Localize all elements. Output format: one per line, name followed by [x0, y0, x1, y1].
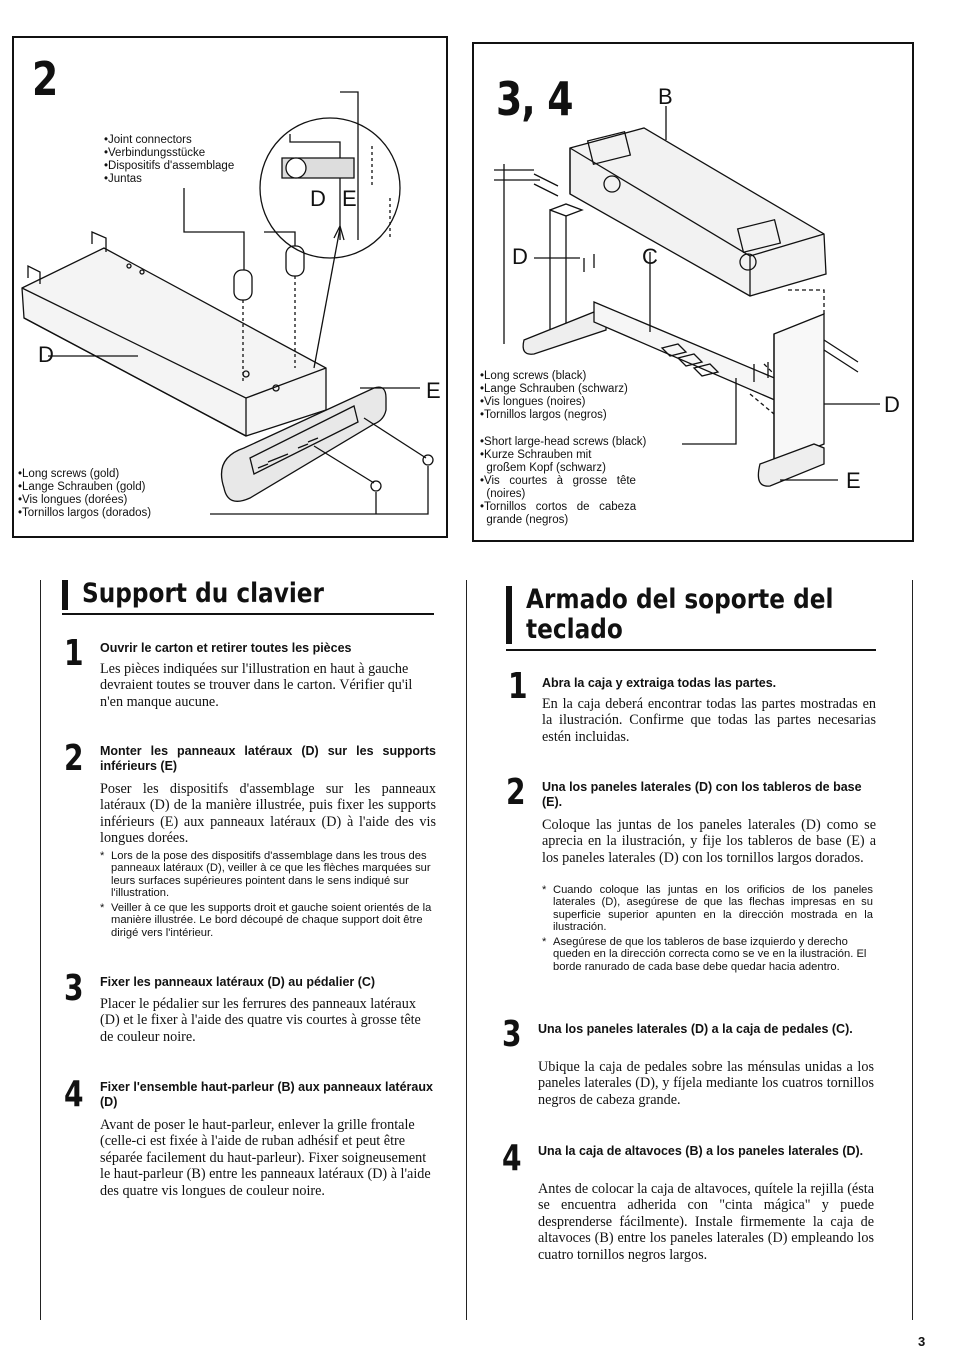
figure-3-4-frame	[472, 42, 914, 542]
zoom-letter-d: D	[310, 186, 326, 211]
spanish-step-1-body: En la caja deberá encontrar todas las partes mostradas en la ilustración. Confirme que todas las partes necesarias estén incluidas.	[542, 696, 876, 745]
spanish-step-4-body: Antes de colocar la caja de altavoces, quítele la rejilla (ésta se encuentra adherida con "cinta mágica" y puede desprenderse fácilmente). Instale firmemente la caja de altavoces (B) entre los paneles laterales (D) empleando los cuatro tornillos negros largos.	[538, 1181, 874, 1263]
spanish-step-4-heading: Una la caja de altavoces (B) a los paneles laterales (D).	[538, 1144, 864, 1158]
spanish-step-4-number: 4	[502, 1138, 522, 1179]
french-step-4-body: Avant de poser le haut-parleur, enlever la grille frontale (celle-ci est fixée à l'aide de ruban adhésif et peut être séparée facilement du haut-parleur). Fixer soigneusement le haut-parleur (B) entre les panneaux latéraux (D) à l'aide des quatre vis longues de couleur noire.	[100, 1117, 431, 1199]
spanish-step-3-body: Ubique la caja de pedales sobre las ménsulas unidas a los paneles laterales (D), y fíjela mediante los cuatros tornillos negros de cabeza grande.	[538, 1059, 874, 1108]
figure-2-frame	[12, 36, 448, 538]
french-step-1-body: Les pièces indiquées sur l'illustration en haut à gauche devraient toutes se trouver dans le carton. Vérifier qu'il n'en manque aucune.	[100, 661, 413, 710]
pedal-box-letter-c: C	[642, 244, 658, 269]
french-title-rule	[62, 613, 434, 615]
french-step-3-number: 3	[64, 968, 84, 1009]
french-step-2-note-2: * Veiller à ce que les supports droit et gauche soient orientés de la manière illustrée. Le bord découpé de chaque support doit être dirigé vers l'intérieur.	[100, 902, 433, 939]
spanish-step-3-heading: Una los paneles laterales (D) a la caja de pedales (C).	[538, 1022, 853, 1036]
center-column-rule	[466, 580, 467, 1320]
french-step-2-heading: Monter les panneaux latéraux (D) sur les supports inférieurs (E)	[100, 744, 436, 773]
long-screws-black-label: •Long screws (black) •Lange Schrauben (schwarz) •Vis longues (noires) •Tornillos largos (negros)	[480, 370, 628, 421]
right-column-rule	[912, 580, 913, 1320]
side-panel-letter-d: D	[38, 342, 54, 367]
french-step-3-body: Placer le pédalier sur les ferrures des panneaux latéraux (D) et le fixer à l'aide des quatre vis courtes à grosse tête de couleur noire.	[100, 996, 421, 1045]
french-section-title: Support du clavier	[82, 578, 325, 609]
spanish-title-bar	[506, 586, 512, 644]
spanish-step-2-note-2: * Asegúrese de que los tableros de base izquierdo y derecho queden en la dirección correcta como se ve en la ilustración. El borde ranurado de cada base debe quedar hacia adentro.	[542, 936, 873, 973]
zoom-letter-e: E	[342, 186, 357, 211]
page-number: 3	[918, 1334, 926, 1349]
french-step-2-number: 2	[64, 738, 84, 779]
spanish-title-rule	[506, 649, 876, 651]
figure-3-4-number: 3, 4	[496, 72, 573, 126]
spanish-step-1-heading: Abra la caja y extraiga todas las partes.	[542, 676, 777, 690]
french-title-bar	[62, 580, 68, 610]
french-step-1-number: 1	[64, 633, 84, 674]
french-step-2-body: Poser les dispositifs d'assemblage sur les panneaux latéraux (D) de la manière illustrée, puis fixer les supports inférieurs (E) aux panneaux latéraux (D) à l'aide des vis longues dorées.	[100, 781, 436, 847]
spanish-step-2-heading: Una los paneles laterales (D) con los tableros de base (E).	[542, 780, 862, 809]
side-panel-letter-d-right: D	[884, 392, 900, 417]
figure-2-number: 2	[32, 52, 58, 106]
speaker-box-letter-b: B	[658, 84, 673, 109]
spanish-step-2-number: 2	[506, 772, 526, 813]
spanish-step-3-number: 3	[502, 1014, 522, 1055]
figure-2-illustration	[14, 38, 450, 540]
french-step-3-heading: Fixer les panneaux latéraux (D) au pédalier (C)	[100, 975, 376, 989]
spanish-title-line-1: Armado del soporte del	[526, 584, 834, 615]
spanish-step-2-body: Coloque las juntas de los paneles laterales (D) como se aprecia en la ilustración, y fije los tableros de base (E) a los paneles laterales (D) con los tornillos largos dorados.	[542, 817, 876, 866]
french-step-2-note-1: * Lors de la pose des dispositifs d'assemblage dans les trous des panneaux latéraux (D), veiller à ce que les flèches marquées sur leurs surfaces supérieures pointent dans le sens indiqué sur l'illustration.	[100, 850, 433, 900]
spanish-step-2-note-1: * Cuando coloque las juntas en los orificios de los paneles laterales (D), asegúrese de que las flechas impresas en su superficie superior apunten en la dirección mostrada en la ilustración.	[542, 884, 873, 934]
french-step-4-number: 4	[64, 1074, 84, 1115]
short-screws-black-label: •Short large-head screws (black) •Kurze Schrauben mit großem Kopf (schwarz) •Vis courtes à grosse tête (noires) •Tornillos cortos de cabeza grande (negros)	[480, 436, 647, 526]
spanish-step-1-number: 1	[508, 666, 528, 707]
long-screws-gold-label: •Long screws (gold) •Lange Schrauben (gold) •Vis longues (dorées) •Tornillos largos (dorados)	[18, 468, 152, 519]
french-step-1-heading: Ouvrir le carton et retirer toutes les pièces	[100, 641, 352, 655]
base-support-letter-e: E	[426, 378, 441, 403]
side-panel-letter-d-left: D	[512, 244, 528, 269]
left-column-rule	[40, 580, 41, 1320]
french-step-4-heading: Fixer l'ensemble haut-parleur (B) aux panneaux latéraux (D)	[100, 1080, 433, 1109]
base-support-letter-e: E	[846, 468, 861, 493]
spanish-title-line-2: teclado	[526, 614, 623, 645]
joint-connectors-label: •Joint connectors •Verbindungsstücke •Dispositifs d'assemblage •Juntas	[104, 134, 235, 185]
